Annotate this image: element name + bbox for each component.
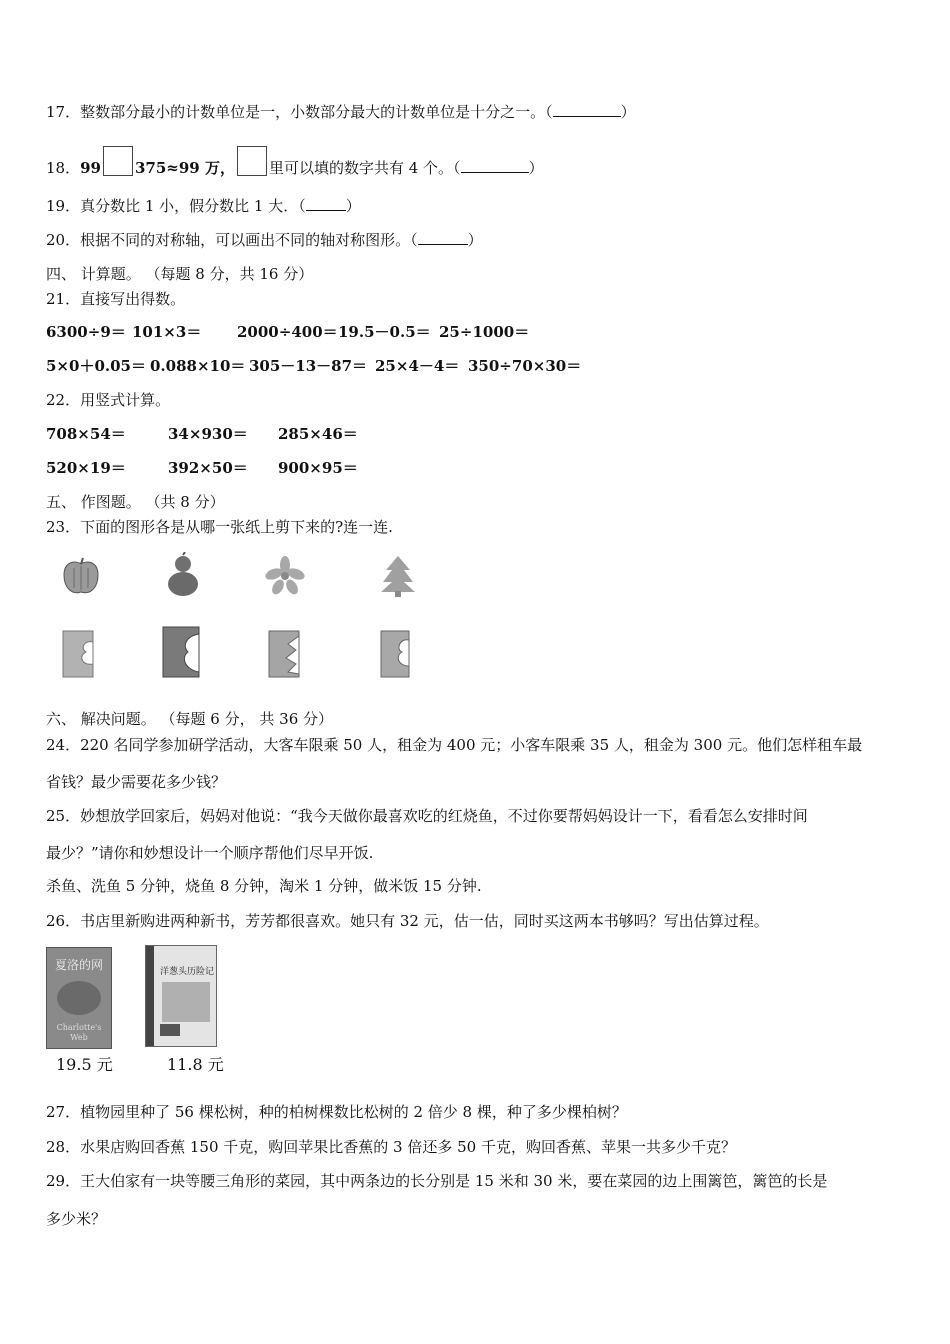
q21-item: 101×3＝	[132, 323, 202, 341]
q28-text: 28．水果店购回香蕉 150 千克，购回苹果比香蕉的 3 倍还多 50 千克，购回香蕉、苹果一共多少千克？	[46, 1138, 736, 1156]
q24-line-1: 24．220 名同学参加研学活动，大客车限乘 50 人，租金为 400 元；小客车限乘 35 人，租金为 300 元。他们怎样租车最	[46, 736, 863, 754]
q23-title: 23．下面的图形各是从哪一张纸上剪下来的?连一连.	[46, 518, 393, 536]
book-1-title: 夏洛的网	[54, 958, 103, 972]
paper-sheet-1-icon	[62, 630, 98, 678]
q20	[46, 230, 483, 250]
q18-b: 375≈99 万，	[134, 159, 235, 177]
paper-sheet-3-icon	[268, 630, 302, 680]
q22-row-1	[46, 424, 358, 444]
q18-answer-blank[interactable]	[461, 158, 529, 173]
q18-digit-box-1[interactable]	[103, 146, 133, 176]
q21-item: 25×4－4＝	[375, 357, 460, 375]
q21-row-1	[46, 322, 529, 342]
section-5-heading: 五、 作图题。 （共 8 分）	[46, 493, 225, 511]
q22-item: 900×95＝	[278, 459, 358, 477]
q20-text: 20．根据不同的对称轴，可以画出不同的轴对称图形。（	[46, 231, 418, 249]
q25-line-2: 最少？”请你和妙想设计一个顺序帮他们尽早开饭.	[46, 844, 374, 862]
q22-item: 392×50＝	[168, 459, 248, 477]
book-1-subtitle: Charlotte's Web	[56, 1023, 102, 1042]
q21-title: 21．直接写出得数。	[46, 290, 186, 308]
section-4-heading: 四、 计算题。 （每题 8 分，共 16 分）	[46, 265, 314, 283]
q18-num: 18．	[46, 159, 81, 177]
gourd-shape-icon	[163, 552, 203, 598]
q18-digit-box-2[interactable]	[237, 146, 267, 176]
q22-item: 285×46＝	[278, 425, 358, 443]
q17-text: 17．整数部分最小的计数单位是一，小数部分最大的计数单位是十分之一。（	[46, 103, 553, 121]
q18-close: ）	[528, 159, 544, 177]
q26-text: 26．书店里新购进两种新书，芳芳都很喜欢。她只有 32 元，估一估，同时买这两本书够吗？写出估算过程。	[46, 912, 769, 930]
q18-a: 99	[80, 159, 101, 177]
q17	[46, 102, 636, 122]
book-2	[145, 945, 217, 1047]
book-2-title: 洋葱头历险记	[160, 967, 215, 977]
q19-answer-blank[interactable]	[306, 196, 346, 211]
q19-close: ）	[345, 197, 361, 215]
book-1-illustration	[57, 981, 101, 1015]
q18-c: 里可以填的数字共有 4 个。（	[268, 159, 461, 177]
q22-item: 708×54＝	[46, 425, 126, 443]
q21-item: 5×0＋0.05＝	[46, 357, 146, 375]
paper-sheet-4-icon	[380, 630, 412, 680]
section-6-heading: 六、 解决问题。 （每题 6 分， 共 36 分）	[46, 710, 334, 728]
q29-line-2: 多少米？	[46, 1210, 107, 1228]
q21-item: 2000÷400＝	[237, 323, 338, 341]
q20-close: ）	[467, 231, 483, 249]
flower-shape-icon	[264, 556, 306, 596]
book-2-badge	[160, 1024, 180, 1036]
book-2-price: 11.8 元	[167, 1055, 224, 1074]
q29-line-1: 29．王大伯家有一块等腰三角形的菜园，其中两条边的长分别是 15 米和 30 米，要在菜园的边上围篱笆，篱笆的长是	[46, 1172, 828, 1190]
book-1	[46, 947, 112, 1049]
q22-title: 22．用竖式计算。	[46, 391, 171, 409]
book-2-illustration	[162, 982, 210, 1022]
q22-item: 520×19＝	[46, 459, 126, 477]
q21-item: 19.5－0.5＝	[338, 323, 431, 341]
book-1-price: 19.5 元	[56, 1055, 113, 1074]
q17-close: ）	[620, 103, 636, 121]
q25-line-1: 25．妙想放学回家后，妈妈对他说：“我今天做你最喜欢吃的红烧鱼，不过你要帮妈妈设计一下，看看怎么安排时间	[46, 807, 808, 825]
q27-text: 27．植物园里种了 56 棵松树，种的柏树棵数比松树的 2 倍少 8 棵，种了多少棵柏树？	[46, 1103, 627, 1121]
q21-row-2	[46, 356, 581, 376]
apple-shape-icon	[60, 556, 102, 598]
paper-sheet-2-icon	[162, 626, 202, 680]
book-2-spine	[146, 946, 154, 1046]
q21-item: 305－13－87＝	[249, 357, 368, 375]
q21-item: 25÷1000＝	[439, 323, 530, 341]
q19	[46, 196, 361, 216]
q21-item: 350÷70×30＝	[468, 357, 582, 375]
q19-text: 19．真分数比 1 小，假分数比 1 大．（	[46, 197, 306, 215]
q22-item: 34×930＝	[168, 425, 248, 443]
q17-answer-blank[interactable]	[553, 102, 621, 117]
q20-answer-blank[interactable]	[418, 230, 468, 245]
tree-shape-icon	[378, 554, 418, 598]
q22-row-2	[46, 458, 358, 478]
q21-item: 6300÷9＝	[46, 323, 126, 341]
q25-line-3: 杀鱼、洗鱼 5 分钟，烧鱼 8 分钟，淘米 1 分钟，做米饭 15 分钟.	[46, 877, 482, 895]
q21-item: 0.088×10＝	[150, 357, 246, 375]
q18	[46, 146, 544, 178]
q24-line-2: 省钱？最少需要花多少钱？	[46, 773, 227, 791]
